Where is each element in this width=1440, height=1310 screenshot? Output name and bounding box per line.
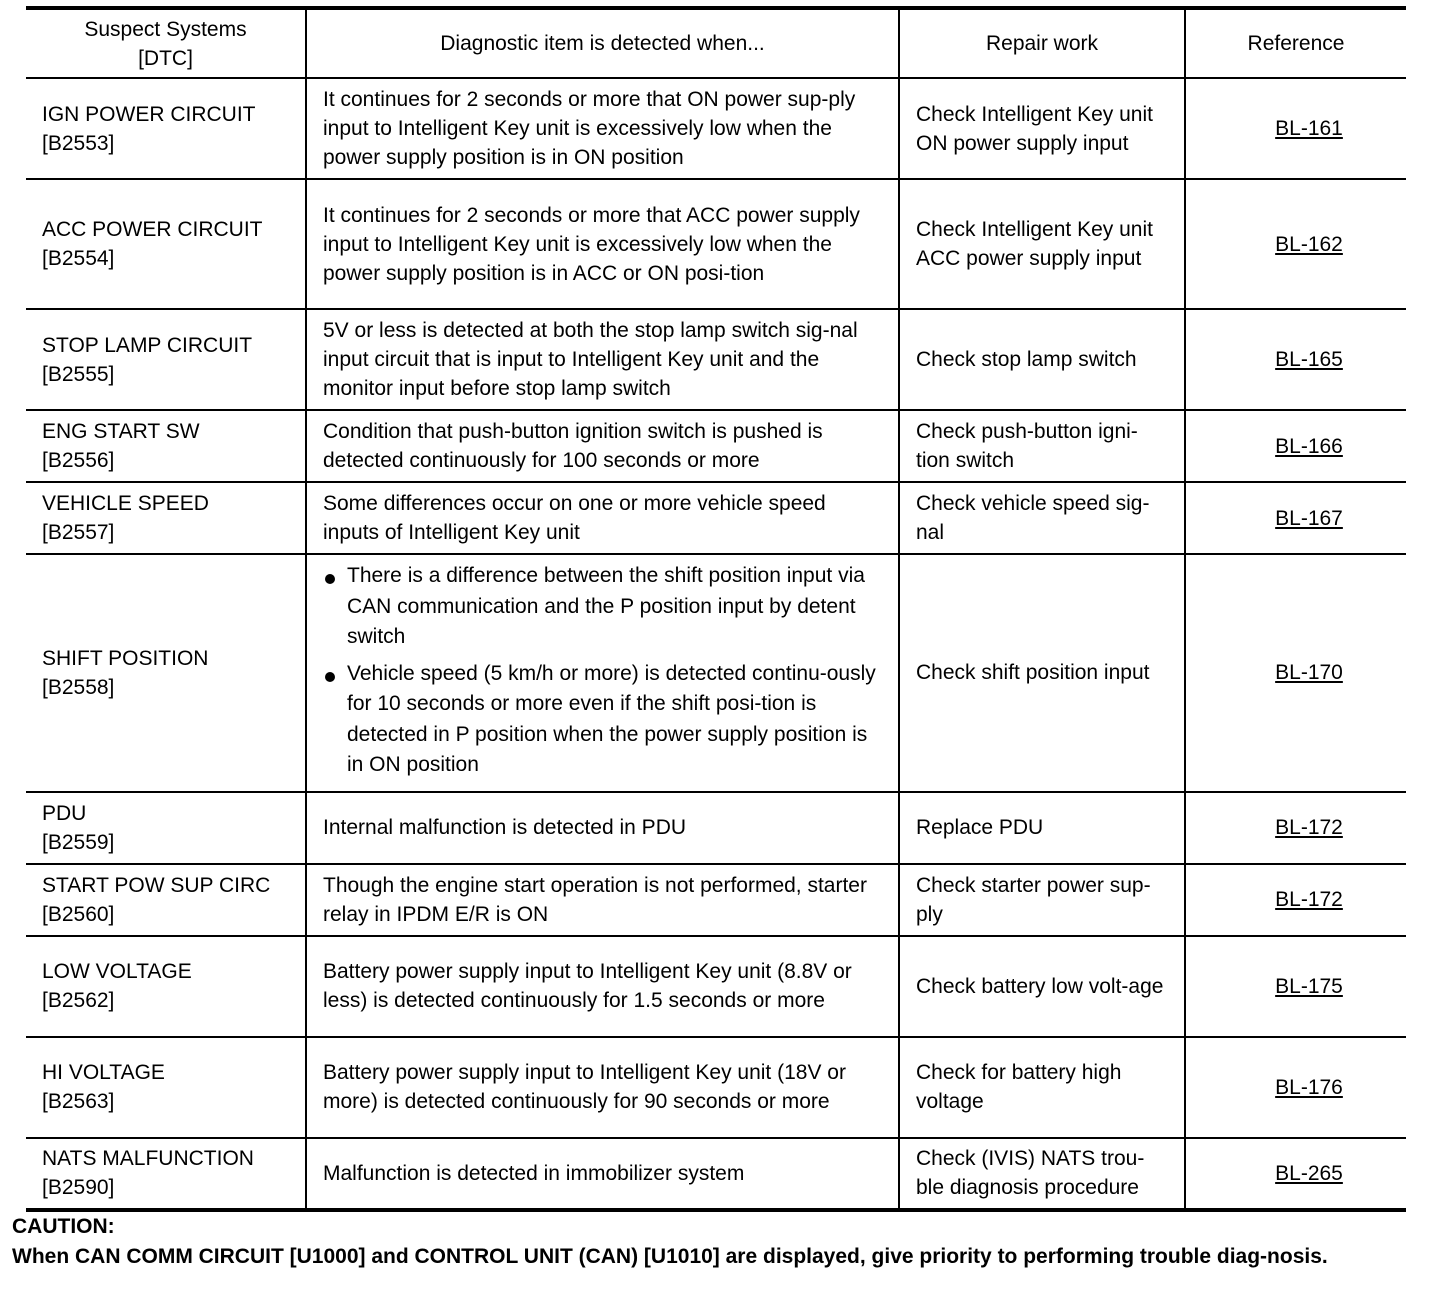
condition-cell — [306, 554, 899, 792]
dtc-code: [B2553] — [42, 131, 115, 155]
condition-cell: Malfunction is detected in immobilizer system — [306, 1138, 899, 1210]
dtc-code: [B2558] — [42, 675, 115, 699]
table-header-row — [26, 8, 1406, 78]
repair-cell: Check stop lamp switch — [899, 309, 1185, 410]
dtc-code: [B2557] — [42, 521, 115, 544]
reference-cell — [1185, 410, 1406, 482]
reference-cell — [1185, 78, 1406, 179]
system-name: VEHICLE SPEED — [42, 492, 209, 515]
dtc-code: [B2590] — [42, 1176, 115, 1199]
condition-cell: It continues for 2 seconds or more that ACC power supply input to Intelligent Key unit is excessively low when the power supply position is in ACC or ON posi-tion — [306, 179, 899, 309]
table-row — [26, 554, 1406, 792]
table-row — [26, 410, 1406, 482]
system-name: HI VOLTAGE — [42, 1061, 165, 1084]
repair-cell: Check vehicle speed sig-nal — [899, 482, 1185, 554]
reference-link[interactable]: BL-170 — [1275, 661, 1343, 685]
repair-cell: Check for battery high voltage — [899, 1037, 1185, 1138]
dtc-code: [B2559] — [42, 830, 115, 854]
reference-cell — [1185, 792, 1406, 864]
system-cell — [26, 179, 306, 309]
system-cell — [26, 410, 306, 482]
table-row — [26, 936, 1406, 1037]
table-row — [26, 864, 1406, 936]
system-cell — [26, 864, 306, 936]
table-row — [26, 792, 1406, 864]
reference-link[interactable]: BL-176 — [1275, 1075, 1343, 1099]
system-cell — [26, 936, 306, 1037]
condition-cell: Battery power supply input to Intelligent Key unit (18V or more) is detected continuously for 90 seconds or more — [306, 1037, 899, 1138]
condition-bullet: Vehicle speed (5 km/h or more) is detected continu-ously for 10 seconds or more even if the shift posi-tion is detected in P position when the power supply position is in ON position — [323, 659, 884, 781]
header-suspect-systems-label: Suspect Systems — [84, 17, 247, 41]
repair-cell: Replace PDU — [899, 792, 1185, 864]
table-row — [26, 482, 1406, 554]
dtc-code: [B2560] — [42, 902, 115, 926]
repair-cell: Check Intelligent Key unit ACC power supply input — [899, 179, 1185, 309]
condition-bullet-list — [323, 561, 884, 781]
caution-note — [12, 1212, 1432, 1272]
system-name: STOP LAMP CIRCUIT — [42, 333, 253, 357]
reference-cell — [1185, 309, 1406, 410]
system-name: LOW VOLTAGE — [42, 960, 192, 983]
condition-cell: Battery power supply input to Intelligent Key unit (8.8V or less) is detected continuously for 1.5 seconds or more — [306, 936, 899, 1037]
system-name: ENG START SW — [42, 420, 200, 443]
system-cell — [26, 482, 306, 554]
dtc-table — [26, 6, 1406, 1212]
system-cell — [26, 1037, 306, 1138]
dtc-code: [B2555] — [42, 362, 115, 386]
reference-link[interactable]: BL-172 — [1275, 888, 1343, 911]
system-cell — [26, 554, 306, 792]
condition-cell: Condition that push-button ignition switch is pushed is detected continuously for 100 seconds or more — [306, 410, 899, 482]
header-dtc-label: [DTC] — [138, 46, 193, 70]
reference-link[interactable]: BL-166 — [1275, 434, 1343, 458]
condition-cell: Internal malfunction is detected in PDU — [306, 792, 899, 864]
reference-cell — [1185, 179, 1406, 309]
repair-cell: Check (IVIS) NATS trou-ble diagnosis procedure — [899, 1138, 1185, 1210]
reference-link[interactable]: BL-167 — [1275, 506, 1343, 530]
dtc-code: [B2562] — [42, 989, 115, 1012]
system-name: NATS MALFUNCTION — [42, 1147, 254, 1170]
dtc-code: [B2556] — [42, 449, 115, 472]
reference-link[interactable]: BL-165 — [1275, 348, 1343, 371]
reference-link[interactable]: BL-161 — [1275, 117, 1343, 140]
system-cell — [26, 1138, 306, 1210]
condition-bullet: There is a difference between the shift position input via CAN communication and the P position input by detent switch — [323, 561, 884, 653]
system-cell — [26, 309, 306, 410]
reference-cell — [1185, 936, 1406, 1037]
repair-cell: Check shift position input — [899, 554, 1185, 792]
header-condition: Diagnostic item is detected when... — [306, 8, 899, 78]
system-cell — [26, 792, 306, 864]
reference-cell — [1185, 482, 1406, 554]
table-row — [26, 179, 1406, 309]
system-name: PDU — [42, 801, 87, 825]
table-row — [26, 309, 1406, 410]
reference-link[interactable]: BL-175 — [1275, 974, 1343, 998]
header-suspect-systems — [26, 8, 306, 78]
repair-cell: Check push-button igni-tion switch — [899, 410, 1185, 482]
reference-link[interactable]: BL-162 — [1275, 232, 1343, 256]
dtc-code: [B2563] — [42, 1090, 115, 1113]
system-name: SHIFT POSITION — [42, 646, 209, 670]
caution-text: When CAN COMM CIRCUIT [U1000] and CONTROL UNIT (CAN) [U1010] are displayed, give priority to performing trouble diag-nosis. — [12, 1245, 1328, 1268]
reference-link[interactable]: BL-265 — [1275, 1161, 1343, 1185]
condition-cell: 5V or less is detected at both the stop lamp switch sig-nal input circuit that is input to Intelligent Key unit and the monitor input before stop lamp switch — [306, 309, 899, 410]
condition-cell: Some differences occur on one or more vehicle speed inputs of Intelligent Key unit — [306, 482, 899, 554]
dtc-code: [B2554] — [42, 247, 115, 270]
condition-cell: Though the engine start operation is not performed, starter relay in IPDM E/R is ON — [306, 864, 899, 936]
table-row — [26, 1138, 1406, 1210]
reference-link[interactable]: BL-172 — [1275, 816, 1343, 839]
header-reference: Reference — [1185, 8, 1406, 78]
repair-cell: Check Intelligent Key unit ON power supply input — [899, 78, 1185, 179]
reference-cell — [1185, 1138, 1406, 1210]
condition-cell: It continues for 2 seconds or more that ON power sup-ply input to Intelligent Key unit is excessively low when the power supply position is in ON position — [306, 78, 899, 179]
reference-cell — [1185, 864, 1406, 936]
system-name: START POW SUP CIRC — [42, 873, 271, 897]
system-name: ACC POWER CIRCUIT — [42, 218, 263, 241]
repair-cell: Check starter power sup-ply — [899, 864, 1185, 936]
system-cell — [26, 78, 306, 179]
repair-cell: Check battery low volt-age — [899, 936, 1185, 1037]
table-row — [26, 78, 1406, 179]
header-repair-work: Repair work — [899, 8, 1185, 78]
reference-cell — [1185, 1037, 1406, 1138]
system-name: IGN POWER CIRCUIT — [42, 102, 256, 126]
caution-label: CAUTION: — [12, 1215, 115, 1238]
table-row — [26, 1037, 1406, 1138]
reference-cell — [1185, 554, 1406, 792]
